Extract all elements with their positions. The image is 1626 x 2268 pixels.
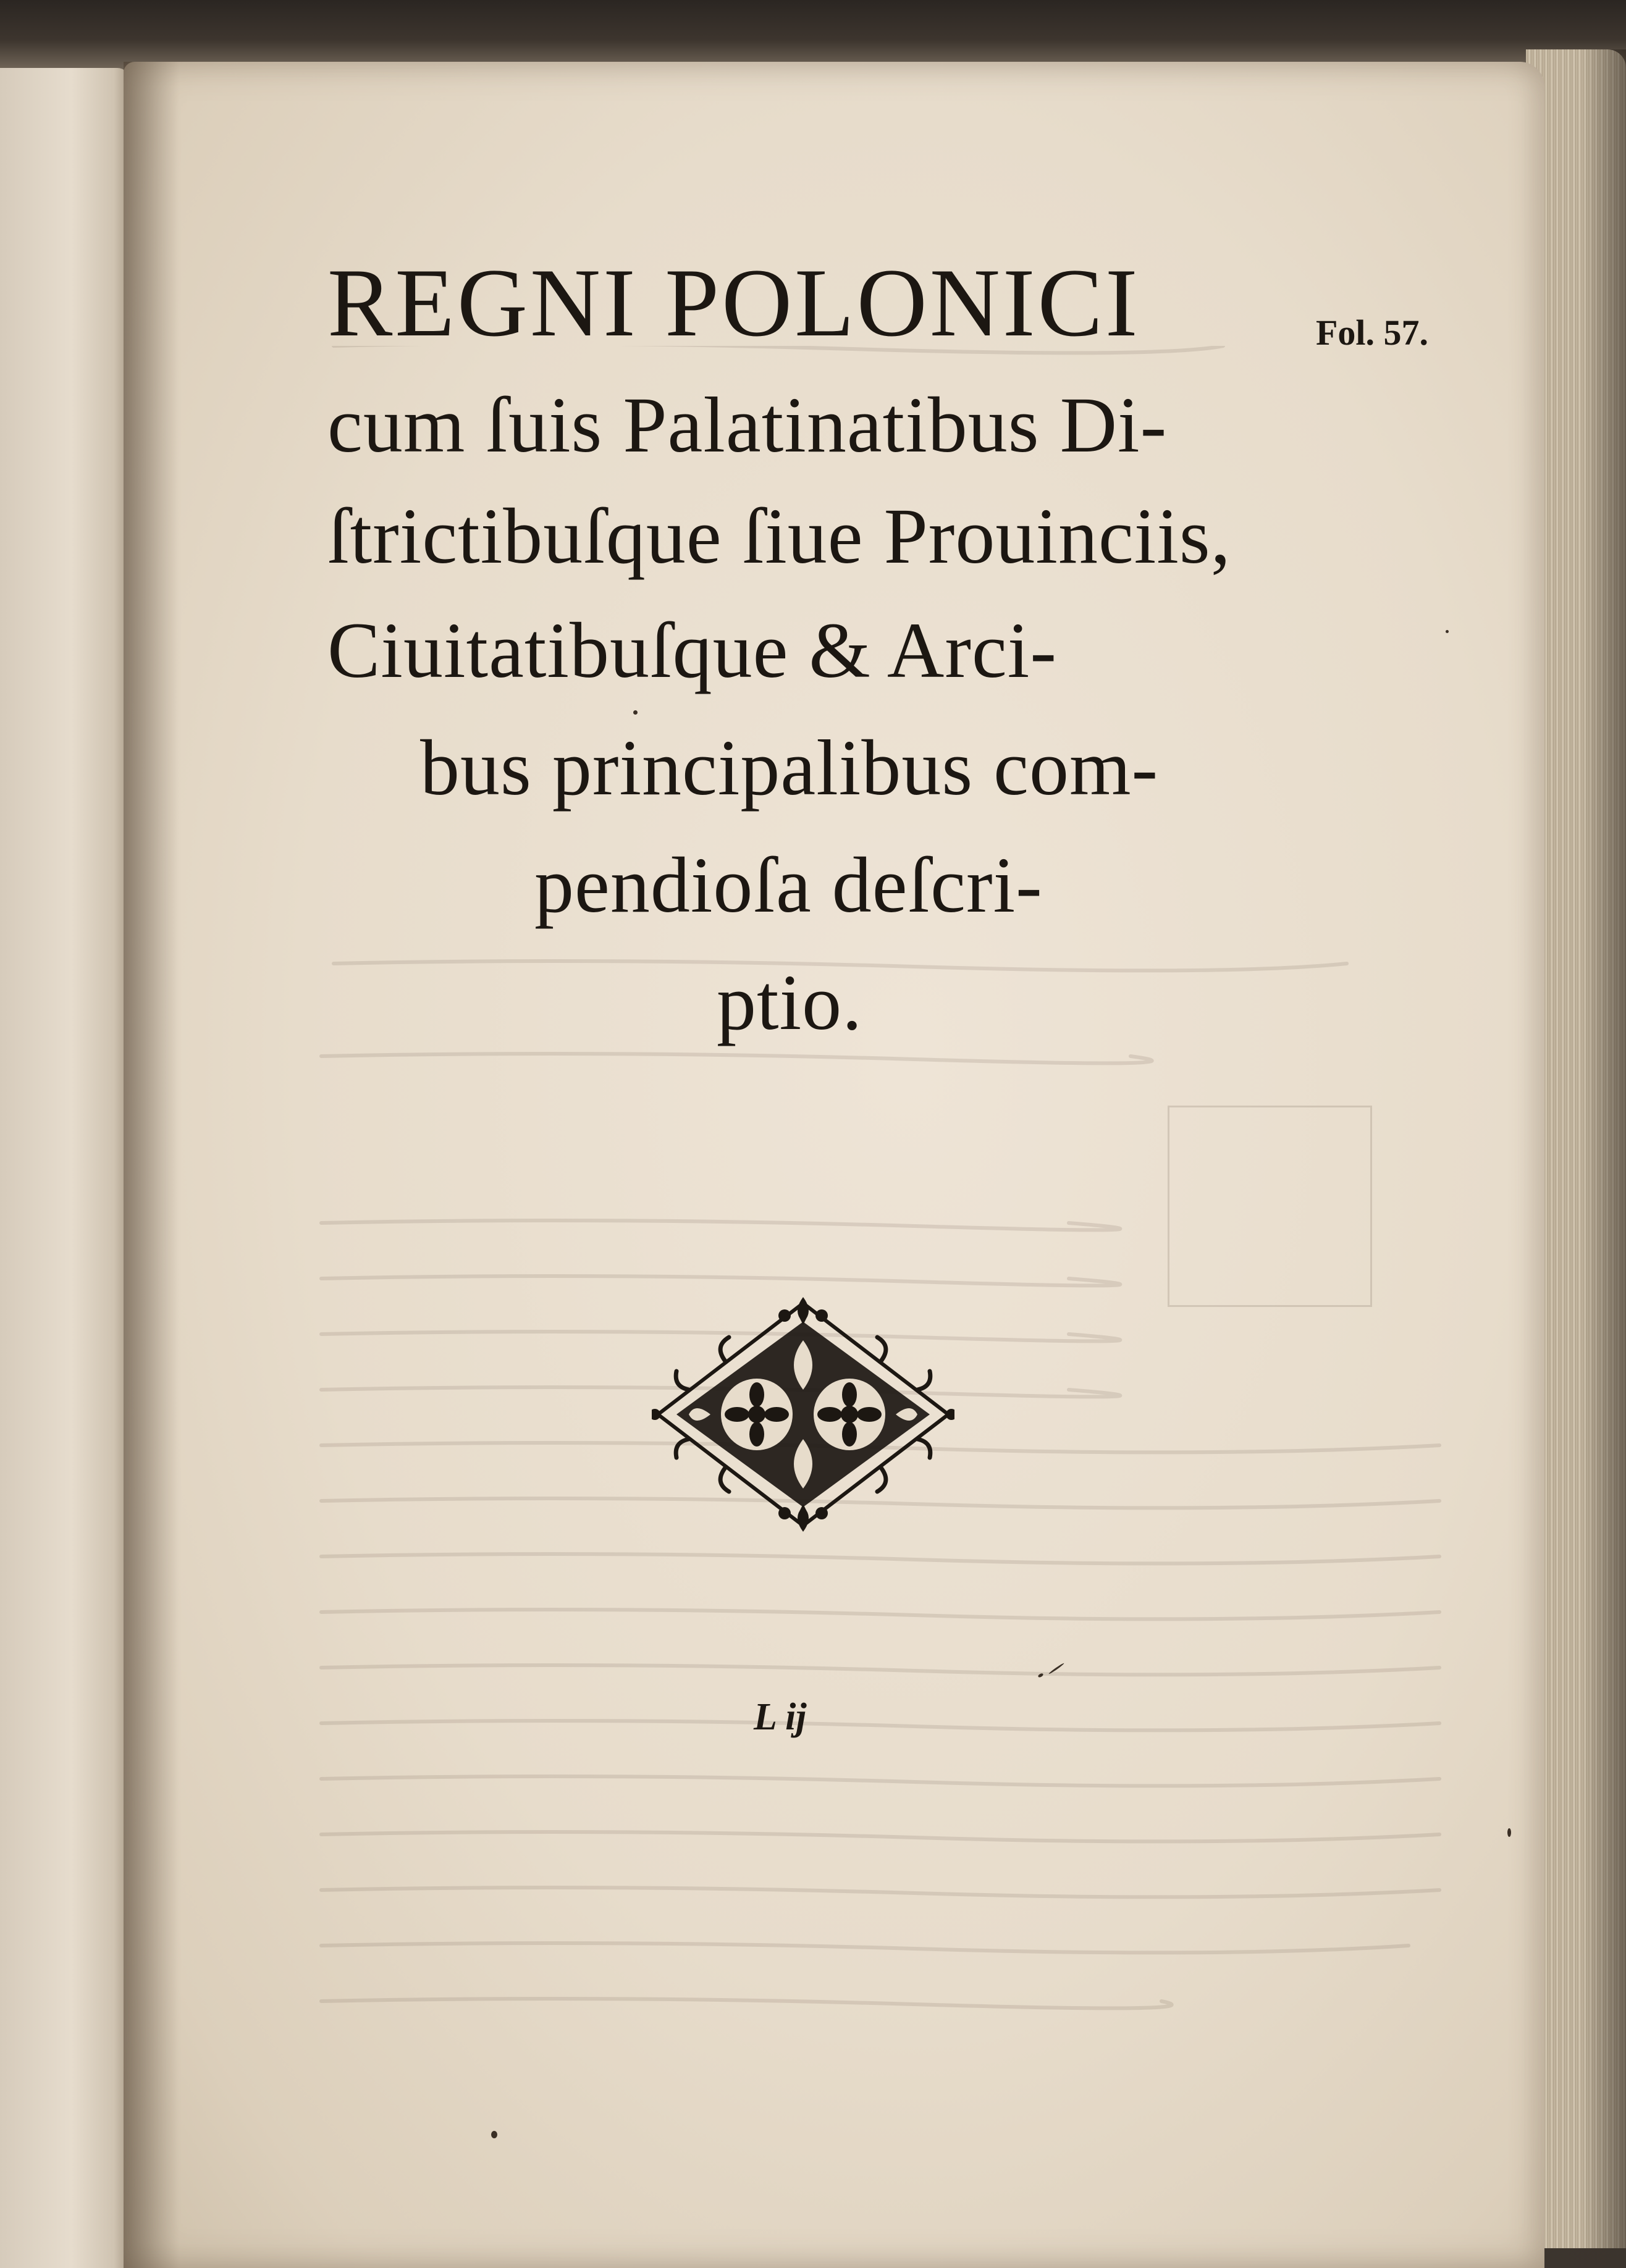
gutter-shadow: [124, 62, 179, 2268]
left-page-edge: [0, 68, 130, 2268]
folio-number: Fol. 57.: [1316, 313, 1429, 353]
title-line-1: REGNI POLONICI: [327, 249, 1140, 357]
title-line-7: ptio.: [717, 959, 863, 1046]
title-line-5: bus principalibus com-: [420, 724, 1159, 812]
floral-fleuron-ornament-icon: [652, 1297, 954, 1532]
signature-mark: L ij: [754, 1696, 807, 1738]
title-line-2: cum ſuis Palatinatibus Di-: [327, 381, 1168, 469]
title-line-6: pendioſa deſcri-: [534, 841, 1043, 929]
showthrough-lines: [297, 346, 1470, 2014]
title-line-4: Ciuitatibuſque & Arci-: [327, 607, 1057, 694]
title-line-3: ſtrictibuſque ſiue Prouinciis,: [327, 492, 1231, 580]
